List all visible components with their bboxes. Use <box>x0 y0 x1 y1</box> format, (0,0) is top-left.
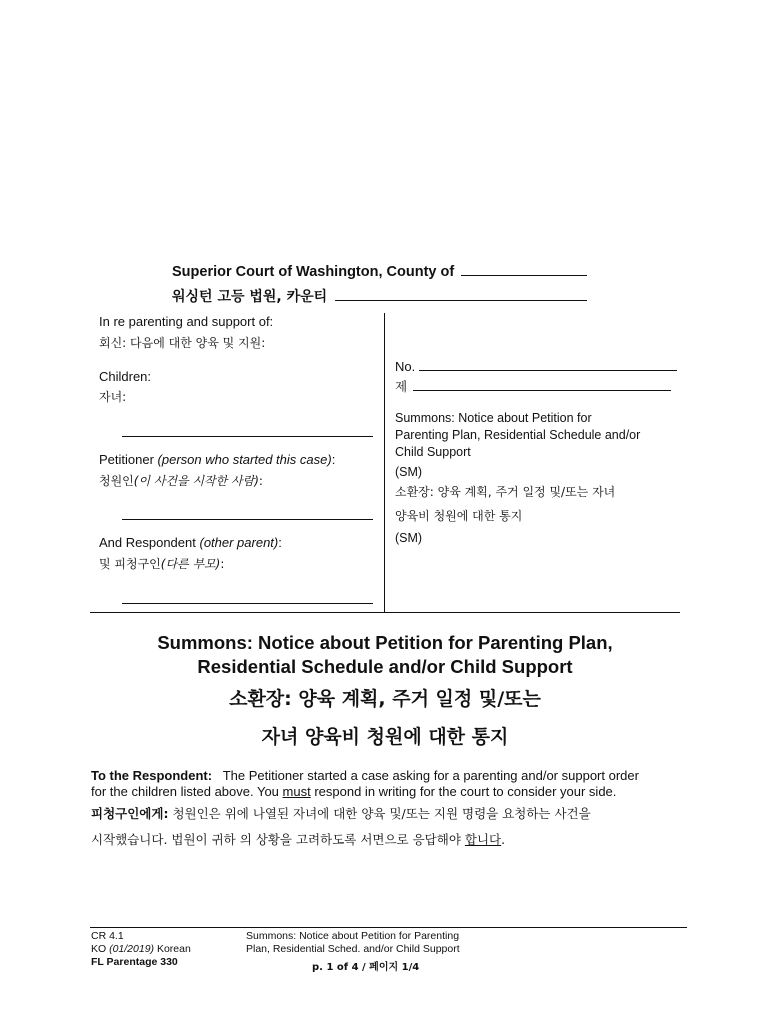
doc-title-en-1: Summons: Notice about Petition for <box>395 411 592 425</box>
doc-title-en-3: Child Support <box>395 445 471 459</box>
petitioner-text-ko: 청원인 <box>99 474 134 488</box>
notice-text-ko-1: 청원인은 위에 나열된 자녀에 대한 양육 및/또는 지원 명령을 요청하는 사건을 <box>172 806 591 821</box>
to-respondent-label: To the Respondent: <box>91 768 213 783</box>
notice-text-en-2a: for the children listed above. You <box>91 784 279 799</box>
footer-ko-lang: Korean <box>156 943 191 955</box>
footer-ko-date: (01/2019) <box>109 943 155 955</box>
respondent-notice-ko-1 <box>91 804 691 824</box>
doc-title-en-2: Parenting Plan, Residential Schedule and/or <box>395 428 641 442</box>
respondent-name-line <box>122 603 373 604</box>
respondent-note-ko: (다른 부모) <box>160 557 221 571</box>
children-label: Children: <box>99 369 152 384</box>
footer-page-number: p. 1 of 4 / 페이지 1/4 <box>312 962 420 973</box>
respondent-label-ko: 및 피청구인(다른 부모): <box>99 557 225 571</box>
notice-text-ko-2b: . <box>501 832 506 847</box>
to-respondent-label-ko: 피청구인에게: <box>91 806 169 821</box>
heading-en-2: Residential Schedule and/or Child Support <box>197 656 573 677</box>
footer-rule-citation: FL Parentage 330 <box>91 956 178 968</box>
case-number-label: No. <box>395 359 416 374</box>
must-emphasis: must <box>282 784 311 799</box>
case-number-field <box>395 358 677 375</box>
petitioner-label: Petitioner (person who started this case): <box>99 452 336 467</box>
respondent-notice-en-2 <box>91 782 691 802</box>
court-county-line-ko <box>172 286 587 306</box>
doc-title-ko-1: 소환장: 양육 계획, 주거 일정 및/또는 자녀 <box>395 485 616 499</box>
petitioner-note: (person who started this case) <box>157 452 332 467</box>
children-label-ko: 자녀: <box>99 390 127 404</box>
case-number-label-ko: 제 <box>395 379 408 394</box>
petitioner-name-line <box>122 519 373 520</box>
respondent-label: And Respondent (other parent): <box>99 535 282 550</box>
county-blank-ko <box>335 287 587 301</box>
court-county-line <box>172 262 587 280</box>
footer-ko-version <box>91 943 191 956</box>
county-blank <box>461 262 587 276</box>
footer-title-2: Plan, Residential Sched. and/or Child Support <box>246 943 460 955</box>
form-code-sm: (SM) <box>395 465 423 479</box>
court-name-en: Superior Court of Washington, County of <box>172 264 455 280</box>
case-number-field-ko <box>395 378 671 395</box>
respondent-text-ko: 및 피청구인 <box>99 557 161 571</box>
footer-rule <box>90 927 687 928</box>
petitioner-note-ko: (이 사건을 시작한 사람) <box>133 474 259 488</box>
respondent-text: And Respondent <box>99 535 196 550</box>
notice-text-en-2b: respond in writing for the court to consider your side. <box>314 784 617 799</box>
footer-form-code: CR 4.1 <box>91 930 124 942</box>
notice-text-ko-2a: 시작했습니다. 법원이 귀하 의 상황을 고려하도록 서면으로 응답해야 <box>91 832 461 847</box>
caption-bottom-rule <box>90 612 680 613</box>
form-code-sm-2: (SM) <box>395 531 423 545</box>
heading-ko-1: 소환장: 양육 계획, 주거 일정 및/또는 <box>229 688 541 710</box>
petitioner-text: Petitioner <box>99 452 154 467</box>
heading-en-1: Summons: Notice about Petition for Parenting Plan, <box>157 632 613 653</box>
in-re-label: In re parenting and support of: <box>99 314 274 329</box>
caption-divider <box>384 313 385 612</box>
footer-ko-prefix: KO <box>91 943 107 955</box>
respondent-notice-ko-2 <box>91 830 691 850</box>
notice-text-en-1: The Petitioner started a case asking for a parenting and/or support order <box>222 768 639 783</box>
in-re-label-ko: 회신: 다음에 대한 양육 및 지원: <box>99 336 266 350</box>
must-emphasis-ko: 합니다 <box>464 832 502 847</box>
court-name-ko: 워싱턴 고등 법원, 카운티 <box>172 289 328 305</box>
case-number-line-ko <box>413 378 671 391</box>
case-number-line <box>419 358 677 371</box>
petitioner-label-ko: 청원인(이 사건을 시작한 사람): <box>99 474 263 488</box>
children-name-line <box>122 436 373 437</box>
doc-title-ko-2: 양육비 청원에 대한 통지 <box>395 509 523 523</box>
footer-title-1: Summons: Notice about Petition for Parenting <box>246 930 460 942</box>
respondent-note: (other parent) <box>199 535 279 550</box>
heading-ko-2: 자녀 양육비 청원에 대한 통지 <box>261 726 509 748</box>
